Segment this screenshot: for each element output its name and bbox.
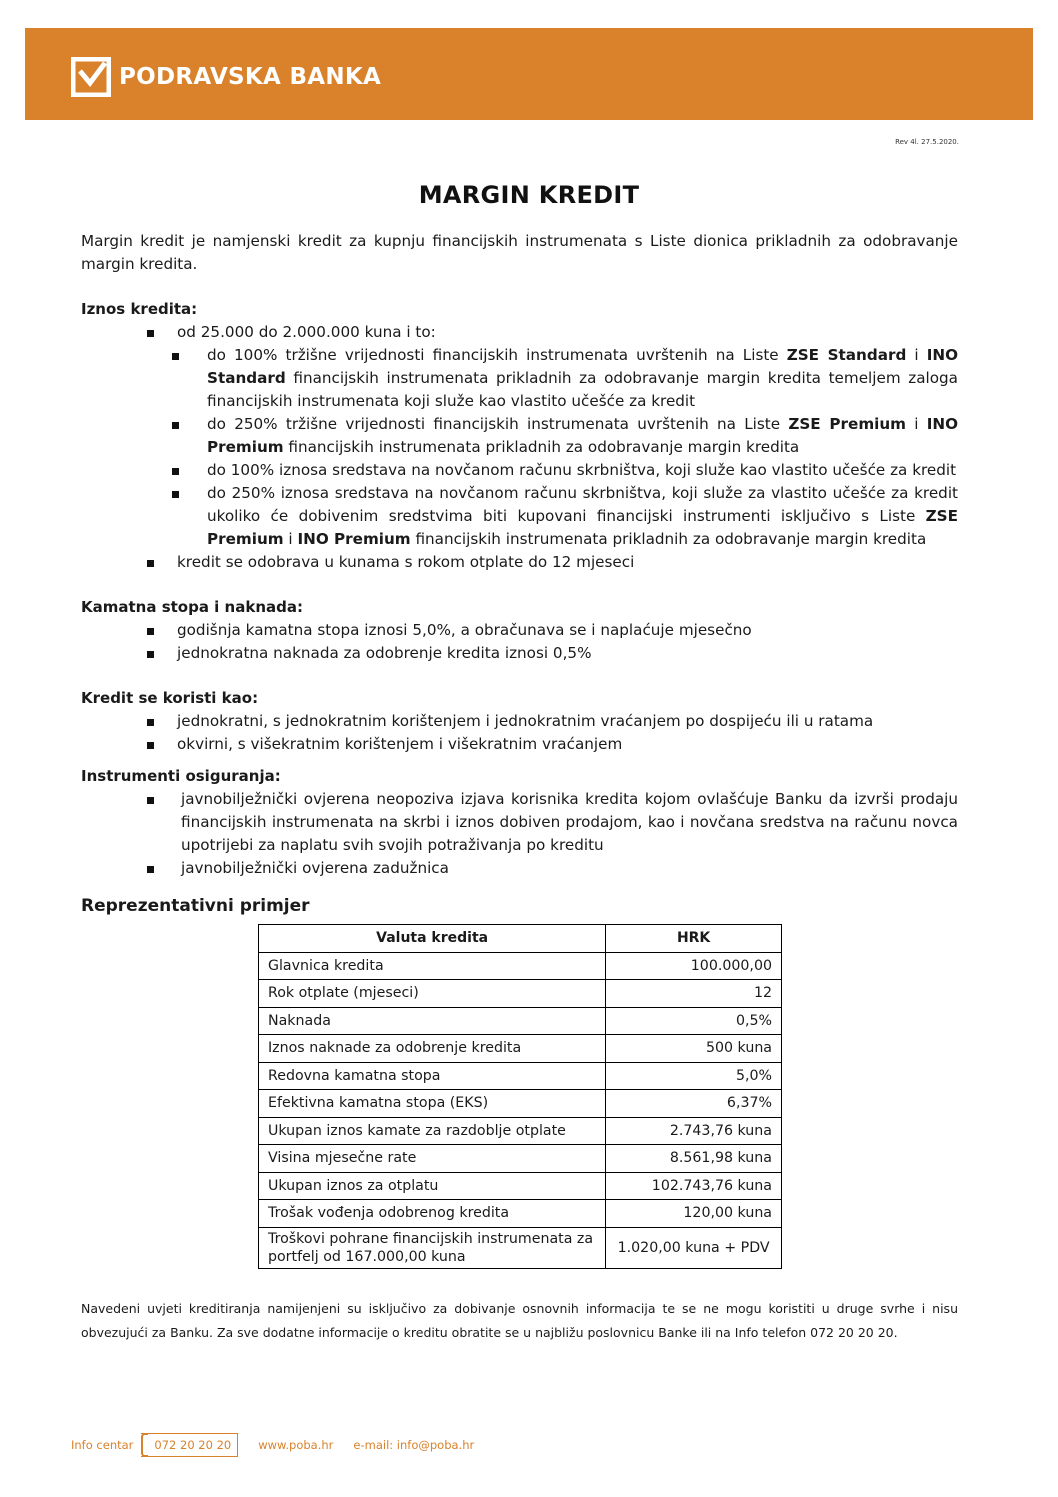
table-row — [259, 952, 782, 980]
bank-name: PODRAVSKA BANKA — [119, 63, 382, 90]
bullet-icon — [147, 651, 154, 658]
table-cell-value: 5,0% — [606, 1062, 782, 1090]
section-primjer-heading: Reprezentativni primjer — [81, 896, 310, 916]
footer-phone-link[interactable] — [141, 1433, 238, 1457]
intro-paragraph: Margin kredit je namjenski kredit za kupnju financijskih instrumenata s Liste dionica prikladnih za odobravanje margin kredita. — [81, 232, 958, 273]
koristi-list — [81, 710, 958, 756]
bullet-icon — [172, 353, 179, 360]
list-item: godišnja kamatna stopa iznosi 5,0%, a obračunava se i naplaćuje mjesečno — [81, 619, 958, 642]
table-cell-label: Glavnica kredita — [259, 952, 606, 980]
table-header-cell: Valuta kredita — [259, 925, 606, 953]
table-cell-value: 120,00 kuna — [606, 1200, 782, 1228]
table-cell-value: 2.743,76 kuna — [606, 1117, 782, 1145]
table-cell-label: Ukupan iznos za otplatu — [259, 1172, 606, 1200]
table-header-row — [259, 925, 782, 953]
list-item: kredit se odobrava u kunama s rokom otplate do 12 mjeseci — [81, 551, 958, 574]
table-header-cell: HRK — [606, 925, 782, 953]
table-cell-label: Efektivna kamatna stopa (EKS) — [259, 1090, 606, 1118]
list-item: javnobilježnički ovjerena zadužnica — [81, 857, 958, 880]
footer-web-link[interactable]: www.poba.hr — [258, 1438, 334, 1452]
table-row — [259, 1200, 782, 1228]
podravska-banka-logo-icon — [71, 57, 111, 97]
list-item: do 100% iznosa sredstava na novčanom računu skrbništva, koji služe kao vlastito učešće za kredit — [81, 459, 958, 482]
bullet-icon — [147, 797, 154, 804]
bullet-icon — [147, 628, 154, 635]
list-item: do 250% iznosa sredstava na novčanom računu skrbništva, koji služe za vlastito učešće za kredit ukoliko će dobivenim sredstvima biti kupovani financijski instrumenti isključivo s Liste ZSE Premium i INO Premium financijskih instrumenata prikladnih za odobravanje margin kredita — [81, 482, 958, 551]
section-instrumenti-heading: Instrumenti osiguranja: — [81, 767, 281, 785]
table-row — [259, 1117, 782, 1145]
kamatna-list — [81, 619, 958, 665]
bullet-icon — [147, 330, 154, 337]
bullet-icon — [172, 422, 179, 429]
table-cell-value: 12 — [606, 980, 782, 1008]
footer — [71, 1433, 474, 1457]
representative-example-table — [258, 924, 782, 1269]
bullet-icon — [147, 560, 154, 567]
table-row — [259, 1062, 782, 1090]
iznos-sublist — [81, 344, 958, 551]
table-cell-label: Trošak vođenja odobrenog kredita — [259, 1200, 606, 1228]
table-cell-value: 6,37% — [606, 1090, 782, 1118]
table-cell-value: 100.000,00 — [606, 952, 782, 980]
table-row — [259, 1007, 782, 1035]
table-cell-label: Troškovi pohrane financijskih instrumenata za portfelj od 167.000,00 kuna — [259, 1227, 606, 1268]
section-koristi-heading: Kredit se koristi kao: — [81, 689, 259, 707]
table-cell-label: Redovna kamatna stopa — [259, 1062, 606, 1090]
footer-info-label: Info centar — [71, 1438, 134, 1452]
table-row — [259, 1172, 782, 1200]
phone-bracket-icon — [141, 1433, 148, 1457]
table-cell-label: Naknada — [259, 1007, 606, 1035]
table-row — [259, 1035, 782, 1063]
section-iznos-heading: Iznos kredita: — [81, 300, 198, 318]
page-title: MARGIN KREDIT — [418, 181, 640, 209]
disclaimer-note: Navedeni uvjeti kreditiranja namijenjeni su isključivo za dobivanje osnovnih informacija te se ne mogu koristiti u druge svrhe i nisu obvezujući za Banku. Za sve dodatne informacije o kreditu obratite se u najbližu poslovnicu Banke ili na Info telefon 072 20 20 20. — [81, 1301, 958, 1340]
table-cell-value: 1.020,00 kuna + PDV — [606, 1227, 782, 1268]
bullet-icon — [172, 468, 179, 475]
list-item: jednokratni, s jednokratnim korištenjem i jednokratnim vraćanjem po dospijeću ili u ratama — [81, 710, 958, 733]
table-row — [259, 980, 782, 1008]
list-item: javnobilježnički ovjerena neopoziva izjava korisnika kredita kojom ovlašćuje Banku da izvrši prodaju financijskih instrumenata na skrbi i iznos dobiven prodajom, kao i novčana sredstva na računu novca upotrijebi za naplatu svih svojih potraživanja po kreditu — [81, 788, 958, 857]
bank-logo[interactable] — [71, 57, 381, 97]
footer-phone: 072 20 20 20 — [154, 1438, 232, 1452]
bullet-icon — [147, 719, 154, 726]
table-cell-value: 102.743,76 kuna — [606, 1172, 782, 1200]
revision-label: Rev 4l. 27.5.2020. — [895, 138, 959, 146]
list-item: okvirni, s višekratnim korištenjem i višekratnim vraćanjem — [81, 733, 958, 756]
bullet-icon — [147, 866, 154, 873]
list-item: od 25.000 do 2.000.000 kuna i to: do 100% tržišne vrijednosti financijskih instrumenata uvrštenih na Liste ZSE Standard i INO Standard financijskih instrumenata prikladnih za odobravanje margin kredita temeljem zaloga financijskih instrumenata koji služe kao vlastito učešće za kredit do 250% tržišne vrijednosti financijskih instrumenata uvrštenih na Liste ZSE Premium i INO Premium financijskih instrumenata prikladnih za odobravanje margin kredita do 100% iznosa sredstava na novčanom računu skrbništva, koji služe kao vlastito učešće za kredit do 250% iznosa sredstava na novčanom računu skrbništva, koji služe za vlastito učešće za kredit ukoliko će dobivenim sredstvima biti kupovani financijski instrumenti isključivo s Liste ZSE Premium i INO Premium financijskih instrumenata prikladnih za odobravanje margin kredita — [81, 321, 958, 551]
table-cell-label: Rok otplate (mjeseci) — [259, 980, 606, 1008]
bullet-icon — [147, 742, 154, 749]
list-item: do 100% tržišne vrijednosti financijskih instrumenata uvrštenih na Liste ZSE Standard i INO Standard financijskih instrumenata prikladnih za odobravanje margin kredita temeljem zaloga financijskih instrumenata koji služe kao vlastito učešće za kredit — [81, 344, 958, 413]
table-cell-value: 8.561,98 kuna — [606, 1145, 782, 1173]
section-kamatna-heading: Kamatna stopa i naknada: — [81, 598, 303, 616]
main-content — [81, 230, 958, 918]
table-row — [259, 1090, 782, 1118]
table-row — [259, 1227, 782, 1268]
table-cell-label: Iznos naknade za odobrenje kredita — [259, 1035, 606, 1063]
iznos-list — [81, 321, 958, 574]
table-cell-value: 500 kuna — [606, 1035, 782, 1063]
instrumenti-list — [81, 788, 958, 880]
table-cell-label: Visina mjesečne rate — [259, 1145, 606, 1173]
table-cell-label: Ukupan iznos kamate za razdoblje otplate — [259, 1117, 606, 1145]
footer-email-link[interactable]: e-mail: info@poba.hr — [353, 1438, 475, 1452]
table-cell-value: 0,5% — [606, 1007, 782, 1035]
table-row — [259, 1145, 782, 1173]
list-item: do 250% tržišne vrijednosti financijskih instrumenata uvrštenih na Liste ZSE Premium i INO Premium financijskih instrumenata prikladnih za odobravanje margin kredita — [81, 413, 958, 459]
list-item: jednokratna naknada za odobrenje kredita iznosi 0,5% — [81, 642, 958, 665]
bullet-icon — [172, 491, 179, 498]
